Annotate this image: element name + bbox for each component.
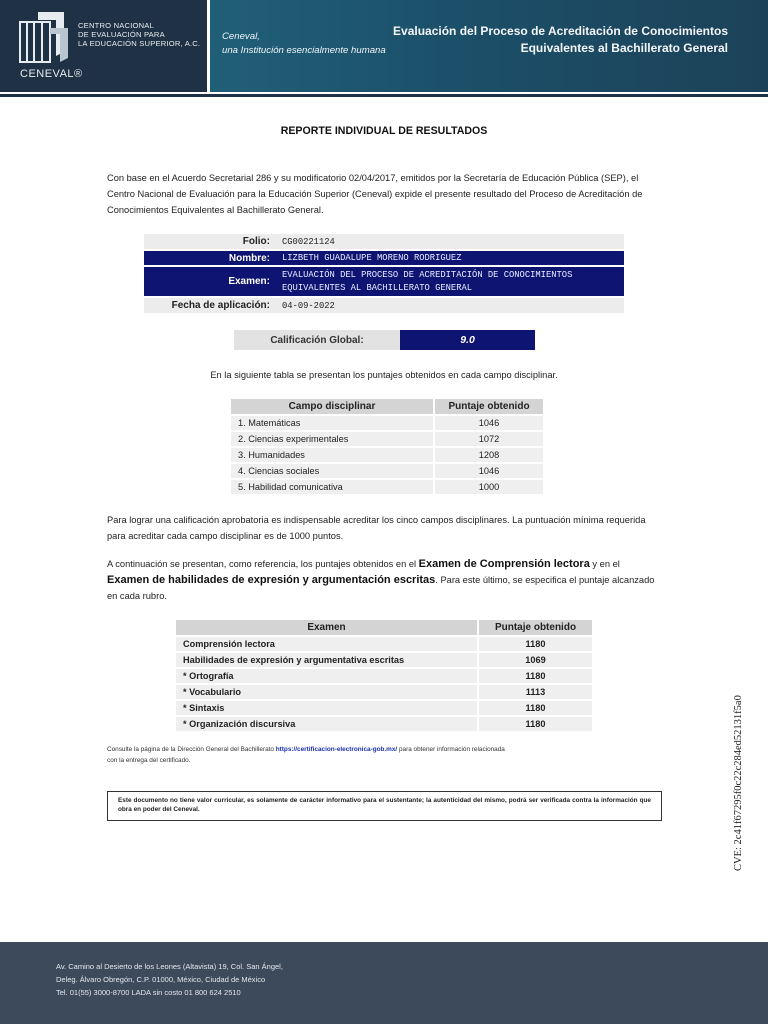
scores-table <box>231 397 543 496</box>
puntaje-cell: 1208 <box>435 448 543 462</box>
footer-line: Deleg. Álvaro Obregón, C.P. 01000, México, Ciudad de México <box>56 975 266 984</box>
footer-address <box>56 960 283 999</box>
fecha-label: Fecha de aplicación: <box>144 298 276 313</box>
folio-row <box>144 234 624 249</box>
reference-text: . Para este último, se especifica el puntaje alcanzado en cada rubro. <box>107 575 655 601</box>
fecha-row <box>144 298 624 313</box>
puntaje-cell: 1000 <box>435 480 543 494</box>
nombre-label: Nombre: <box>144 251 276 265</box>
column-header: Examen <box>176 620 479 635</box>
examen-cell: * Sintaxis <box>176 701 479 715</box>
exam-scores-table <box>176 618 592 733</box>
report-title: REPORTE INDIVIDUAL DE RESULTADOS <box>280 125 488 137</box>
consult-note <box>107 744 567 766</box>
global-grade-label: Calificación Global: <box>234 330 400 350</box>
puntaje-cell: 1180 <box>479 637 592 651</box>
examen-cell: * Organización discursiva <box>176 717 479 731</box>
puntaje-cell: 1069 <box>479 653 592 667</box>
examen-row <box>144 267 624 296</box>
nombre-value: LIZBETH GUADALUPE MORENO RODRIGUEZ <box>276 251 624 265</box>
header-title <box>393 23 728 57</box>
examen-value-line: EVALUACIÓN DEL PROCESO DE ACREDITACIÓN DE CONOCIMIENTOS <box>282 269 573 280</box>
folio-label: Folio: <box>144 234 276 249</box>
logo-line: DE EVALUACIÓN PARA <box>78 29 165 39</box>
footer-line: Av. Camino al Desierto de los Leones (Altavista) 19, Col. San Ángel, <box>56 962 283 971</box>
examen-value-line: EQUIVALENTES AL BACHILLERATO GENERAL <box>282 282 473 293</box>
consult-text: para obtener información relacionada <box>397 746 505 753</box>
campo-cell: 2. Ciencias experimentales <box>231 432 435 446</box>
table-row <box>231 448 543 462</box>
footer-line: Tel. 01(55) 3000-8700 LADA sin costo 01 800 624 2510 <box>56 988 241 997</box>
logo-text <box>78 22 206 48</box>
column-header: Campo disciplinar <box>231 399 435 414</box>
table-row <box>176 685 592 699</box>
puntaje-cell: 1180 <box>479 701 592 715</box>
table-note: En la siguiente tabla se presentan los puntajes obtenidos en cada campo disciplinar. <box>210 370 558 380</box>
logo-line: CENTRO NACIONAL <box>78 21 154 30</box>
examen-cell: Comprensión lectora <box>176 637 479 651</box>
campo-cell: 4. Ciencias sociales <box>231 464 435 478</box>
header-title-line: Evaluación del Proceso de Acreditación de Conocimientos <box>393 24 728 38</box>
table-row <box>176 669 592 683</box>
page-header <box>0 0 768 100</box>
column-header: Puntaje obtenido <box>479 620 592 635</box>
header-divider <box>0 94 768 97</box>
examen-cell: * Ortografía <box>176 669 479 683</box>
folio-value: CG00221124 <box>276 234 624 249</box>
campo-cell: 5. Habilidad comunicativa <box>231 480 435 494</box>
student-info <box>144 234 624 315</box>
examen-value <box>276 267 624 296</box>
column-header: Puntaje obtenido <box>435 399 543 414</box>
reference-text: y en el <box>589 559 620 569</box>
consult-text: Consulte la página de la Dirección General del Bachillerato <box>107 746 276 753</box>
disclaimer-box: Este documento no tiene valor curricular, es solamente de carácter informativo para el sustentante; la autenticidad del mismo, podrá ser verificada contra la información que obra en poder del Ceneval. <box>107 791 662 821</box>
table-row <box>176 701 592 715</box>
cve-code: CVE: 2c41f67295f0c22c284ed52131f5a0 <box>733 695 744 871</box>
consult-text: con la entrega del certificado. <box>107 757 191 764</box>
examen-cell: * Vocabulario <box>176 685 479 699</box>
puntaje-cell: 1046 <box>435 464 543 478</box>
table-header-row <box>231 399 543 414</box>
puntaje-cell: 1180 <box>479 669 592 683</box>
puntaje-cell: 1072 <box>435 432 543 446</box>
slogan-line: Ceneval, <box>222 31 260 42</box>
certificate-link[interactable]: https://certificacion-electronica-gob.mx/ <box>275 746 398 753</box>
page-footer <box>0 942 768 1024</box>
slogan <box>222 30 386 58</box>
reference-exam-1: Examen de Comprensión lectora <box>418 558 590 570</box>
fecha-value: 04-09-2022 <box>276 298 624 313</box>
logo-brand: CENEVAL® <box>20 68 83 80</box>
reference-exam-2: Examen de habilidades de expresión y argumentación escritas <box>107 574 436 586</box>
intro-paragraph: Con base en el Acuerdo Secretarial 286 y su modificatorio 02/04/2017, emitidos por la Secretaría de Educación Pública (SEP), el Centro Nacional de Evaluación para la Educación Superior (Ceneval) expide el presente resultado del Proceso de Acreditación de Conocimientos Equivalentes al Bachillerato General. <box>107 173 643 215</box>
puntaje-cell: 1180 <box>479 717 592 731</box>
nombre-row <box>144 251 624 265</box>
table-row <box>176 653 592 667</box>
global-grade-value: 9.0 <box>400 330 535 350</box>
table-row <box>231 464 543 478</box>
table-row <box>176 717 592 731</box>
examen-cell: Habilidades de expresión y argumentativa escritas <box>176 653 479 667</box>
campo-cell: 3. Humanidades <box>231 448 435 462</box>
logo-line: LA EDUCACIÓN SUPERIOR, A.C. <box>78 38 201 48</box>
table-row <box>176 637 592 651</box>
examen-label: Examen: <box>144 267 276 296</box>
reference-paragraph <box>107 556 663 604</box>
campo-cell: 1. Matemáticas <box>231 416 435 430</box>
slogan-line: una Institución esencialmente humana <box>222 45 386 56</box>
global-grade <box>234 330 535 350</box>
puntaje-cell: 1046 <box>435 416 543 430</box>
table-row <box>231 480 543 494</box>
puntaje-cell: 1113 <box>479 685 592 699</box>
header-title-line: Equivalentes al Bachillerato General <box>520 41 728 55</box>
table-header-row <box>176 620 592 635</box>
approval-paragraph: Para lograr una calificación aprobatoria es indispensable acreditar los cinco campos disciplinares. La puntuación mínima requerida para acreditar cada campo disciplinar es de 1000 puntos. <box>107 515 646 541</box>
table-row <box>231 416 543 430</box>
ceneval-logo-icon <box>16 8 72 68</box>
logo-block <box>0 0 207 92</box>
table-row <box>231 432 543 446</box>
reference-text: A continuación se presentan, como referencia, los puntajes obtenidos en el <box>107 559 419 569</box>
